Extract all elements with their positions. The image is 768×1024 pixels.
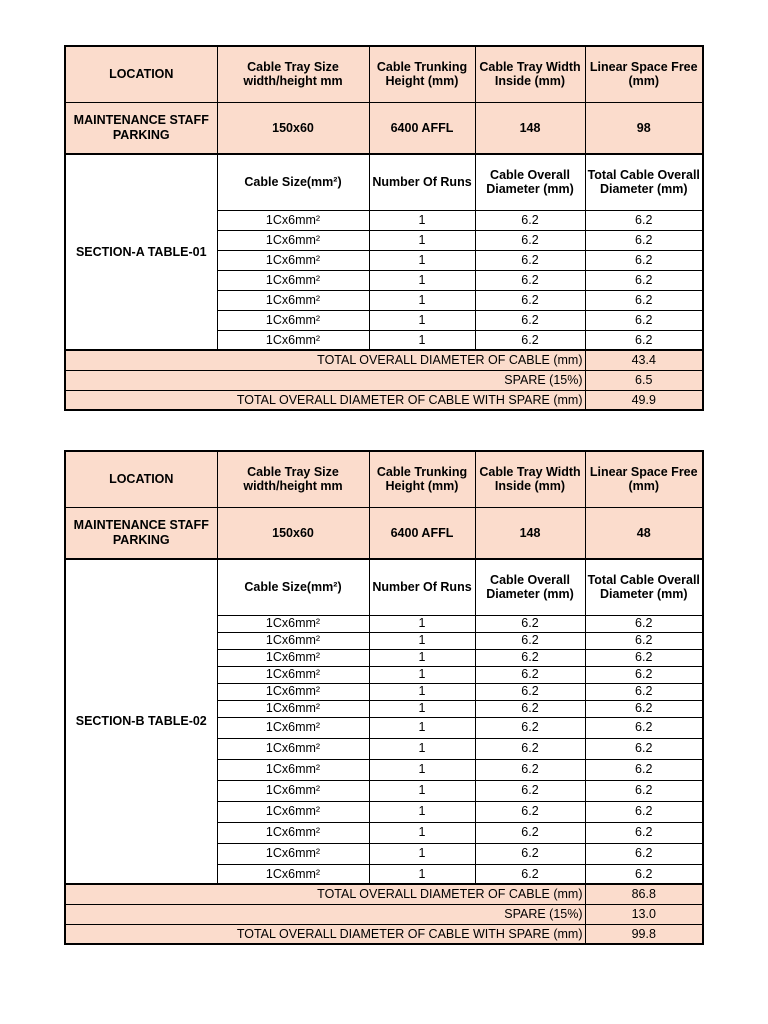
cable-size-cell: 1Cx6mm² (217, 700, 369, 717)
total-diameter-header: Total Cable Overall Diameter (mm) (585, 154, 703, 210)
runs-cell: 1 (369, 801, 475, 822)
diameter-cell: 6.2 (475, 310, 585, 330)
width-inside-header: Cable Tray Width Inside (mm) (475, 451, 585, 507)
total-cell: 6.2 (585, 759, 703, 780)
total-row (65, 350, 703, 370)
total-row (65, 884, 703, 904)
trunking-value: 6400 AFFL (369, 507, 475, 559)
spare-label: SPARE (15%) (65, 370, 585, 390)
runs-cell: 1 (369, 717, 475, 738)
cable-size-cell: 1Cx6mm² (217, 250, 369, 270)
total-cell: 6.2 (585, 700, 703, 717)
cable-size-cell: 1Cx6mm² (217, 210, 369, 230)
runs-cell: 1 (369, 330, 475, 350)
total-cell: 6.2 (585, 632, 703, 649)
runs-cell: 1 (369, 632, 475, 649)
total-cell: 6.2 (585, 250, 703, 270)
total-cell: 6.2 (585, 717, 703, 738)
cable-size-cell: 1Cx6mm² (217, 759, 369, 780)
sub-header-row (65, 154, 703, 210)
total-cell: 6.2 (585, 738, 703, 759)
spare-row (65, 370, 703, 390)
diameter-cell: 6.2 (475, 738, 585, 759)
total-with-spare-value: 99.8 (585, 924, 703, 944)
runs-cell: 1 (369, 649, 475, 666)
diameter-cell: 6.2 (475, 330, 585, 350)
total-cell: 6.2 (585, 310, 703, 330)
diameter-cell: 6.2 (475, 843, 585, 864)
cable-size-cell: 1Cx6mm² (217, 801, 369, 822)
trunking-header: Cable Trunking Height (mm) (369, 46, 475, 102)
cable-size-cell: 1Cx6mm² (217, 864, 369, 884)
diameter-cell: 6.2 (475, 250, 585, 270)
runs-cell: 1 (369, 230, 475, 250)
total-cell: 6.2 (585, 822, 703, 843)
runs-cell: 1 (369, 290, 475, 310)
total-value: 43.4 (585, 350, 703, 370)
total-diameter-header: Total Cable Overall Diameter (mm) (585, 559, 703, 615)
runs-cell: 1 (369, 759, 475, 780)
cable-size-cell: 1Cx6mm² (217, 230, 369, 250)
diameter-cell: 6.2 (475, 210, 585, 230)
total-with-spare-row (65, 924, 703, 944)
runs-cell: 1 (369, 822, 475, 843)
linear-space-header: Linear Space Free (mm) (585, 46, 703, 102)
spare-value: 6.5 (585, 370, 703, 390)
diameter-cell: 6.2 (475, 683, 585, 700)
diameter-cell: 6.2 (475, 666, 585, 683)
linear-space-value: 98 (585, 102, 703, 154)
cable-size-cell: 1Cx6mm² (217, 780, 369, 801)
width-inside-value: 148 (475, 102, 585, 154)
info-row (65, 102, 703, 154)
diameter-cell: 6.2 (475, 822, 585, 843)
total-cell: 6.2 (585, 615, 703, 632)
info-row (65, 507, 703, 559)
total-cell: 6.2 (585, 666, 703, 683)
runs-cell: 1 (369, 210, 475, 230)
trunking-header: Cable Trunking Height (mm) (369, 451, 475, 507)
cable-size-cell: 1Cx6mm² (217, 310, 369, 330)
runs-cell: 1 (369, 666, 475, 683)
diameter-cell: 6.2 (475, 780, 585, 801)
diameter-cell: 6.2 (475, 615, 585, 632)
spare-row (65, 904, 703, 924)
cable-size-cell: 1Cx6mm² (217, 666, 369, 683)
runs-cell: 1 (369, 250, 475, 270)
location-header: LOCATION (65, 451, 217, 507)
width-inside-header: Cable Tray Width Inside (mm) (475, 46, 585, 102)
diameter-cell: 6.2 (475, 700, 585, 717)
tray-size-value: 150x60 (217, 507, 369, 559)
diameter-cell: 6.2 (475, 632, 585, 649)
diameter-cell: 6.2 (475, 717, 585, 738)
cable-size-cell: 1Cx6mm² (217, 738, 369, 759)
total-label: TOTAL OVERALL DIAMETER OF CABLE (mm) (65, 350, 585, 370)
runs-cell: 1 (369, 780, 475, 801)
cable-size-header: Cable Size(mm²) (217, 559, 369, 615)
runs-cell: 1 (369, 683, 475, 700)
cable-size-header: Cable Size(mm²) (217, 154, 369, 210)
cable-tray-table-1 (64, 45, 704, 411)
total-label: TOTAL OVERALL DIAMETER OF CABLE (mm) (65, 884, 585, 904)
cable-tray-table-2 (64, 450, 704, 945)
location-header: LOCATION (65, 46, 217, 102)
cable-size-cell: 1Cx6mm² (217, 290, 369, 310)
cable-size-cell: 1Cx6mm² (217, 330, 369, 350)
diameter-cell: 6.2 (475, 864, 585, 884)
runs-header: Number Of Runs (369, 559, 475, 615)
tray-size-value: 150x60 (217, 102, 369, 154)
total-value: 86.8 (585, 884, 703, 904)
total-cell: 6.2 (585, 780, 703, 801)
runs-header: Number Of Runs (369, 154, 475, 210)
diameter-header: Cable Overall Diameter (mm) (475, 154, 585, 210)
diameter-cell: 6.2 (475, 230, 585, 250)
diameter-cell: 6.2 (475, 801, 585, 822)
linear-space-header: Linear Space Free (mm) (585, 451, 703, 507)
total-cell: 6.2 (585, 801, 703, 822)
total-with-spare-row (65, 390, 703, 410)
total-with-spare-value: 49.9 (585, 390, 703, 410)
runs-cell: 1 (369, 700, 475, 717)
width-inside-value: 148 (475, 507, 585, 559)
diameter-cell: 6.2 (475, 649, 585, 666)
diameter-cell: 6.2 (475, 759, 585, 780)
section-label: SECTION-A TABLE-01 (65, 154, 217, 350)
linear-space-value: 48 (585, 507, 703, 559)
runs-cell: 1 (369, 843, 475, 864)
cable-size-cell: 1Cx6mm² (217, 717, 369, 738)
total-cell: 6.2 (585, 683, 703, 700)
cable-size-cell: 1Cx6mm² (217, 632, 369, 649)
location-value: MAINTENANCE STAFF PARKING (65, 507, 217, 559)
cable-size-cell: 1Cx6mm² (217, 683, 369, 700)
total-with-spare-label: TOTAL OVERALL DIAMETER OF CABLE WITH SPARE (mm) (65, 924, 585, 944)
runs-cell: 1 (369, 270, 475, 290)
total-cell: 6.2 (585, 210, 703, 230)
total-cell: 6.2 (585, 330, 703, 350)
cable-size-cell: 1Cx6mm² (217, 822, 369, 843)
total-with-spare-label: TOTAL OVERALL DIAMETER OF CABLE WITH SPARE (mm) (65, 390, 585, 410)
spare-value: 13.0 (585, 904, 703, 924)
total-cell: 6.2 (585, 864, 703, 884)
tray-size-header: Cable Tray Size width/height mm (217, 451, 369, 507)
runs-cell: 1 (369, 615, 475, 632)
diameter-header: Cable Overall Diameter (mm) (475, 559, 585, 615)
diameter-cell: 6.2 (475, 270, 585, 290)
cable-size-cell: 1Cx6mm² (217, 649, 369, 666)
header-row (65, 451, 703, 507)
location-value: MAINTENANCE STAFF PARKING (65, 102, 217, 154)
cable-size-cell: 1Cx6mm² (217, 615, 369, 632)
cable-size-cell: 1Cx6mm² (217, 843, 369, 864)
total-cell: 6.2 (585, 230, 703, 250)
total-cell: 6.2 (585, 649, 703, 666)
cable-size-cell: 1Cx6mm² (217, 270, 369, 290)
runs-cell: 1 (369, 738, 475, 759)
total-cell: 6.2 (585, 290, 703, 310)
trunking-value: 6400 AFFL (369, 102, 475, 154)
sub-header-row (65, 559, 703, 615)
total-cell: 6.2 (585, 843, 703, 864)
diameter-cell: 6.2 (475, 290, 585, 310)
runs-cell: 1 (369, 310, 475, 330)
total-cell: 6.2 (585, 270, 703, 290)
spare-label: SPARE (15%) (65, 904, 585, 924)
header-row (65, 46, 703, 102)
section-label: SECTION-B TABLE-02 (65, 559, 217, 884)
runs-cell: 1 (369, 864, 475, 884)
tray-size-header: Cable Tray Size width/height mm (217, 46, 369, 102)
